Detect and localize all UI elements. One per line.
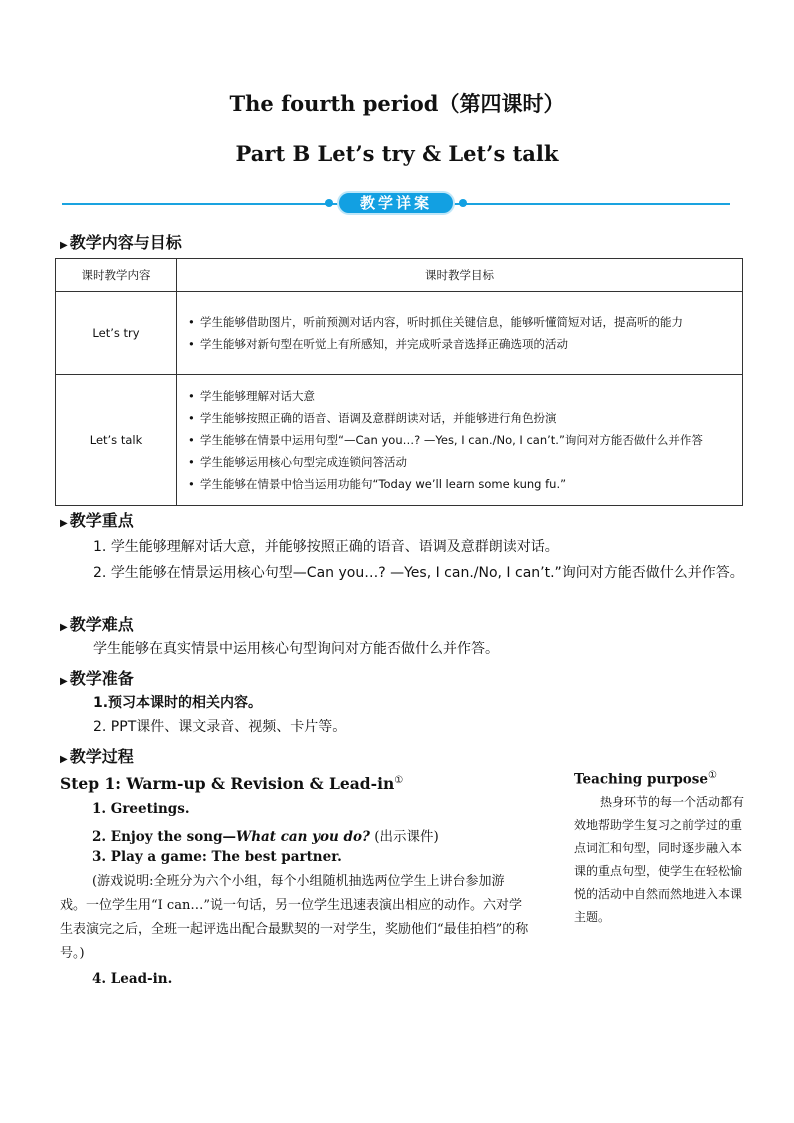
- banner-dot-icon: [459, 199, 467, 207]
- difficulties-heading: ▶ 教学难点: [60, 615, 134, 634]
- goal-item: • 学生能够在情景中恰当运用功能句“Today we’ll learn some kung fu.”: [188, 477, 567, 491]
- process-heading: ▶ 教学过程: [60, 747, 134, 766]
- table-cell-goals: [177, 375, 743, 506]
- step-title: Step 1: Warm-up & Revision & Lead-in①: [60, 774, 404, 793]
- step-item: 1. Greetings.: [92, 801, 190, 817]
- page-subtitle: Part B Let’s try & Let’s talk: [235, 141, 559, 166]
- game-note: (游戏说明:全班分为六个小组，每个小组随机抽选两位学生上讲台参加游戏。一位学生用“I can…”说一句话，另一位学生迅速表演出相应的动作。六对学生表演完之后，全班一起评选出配合最默契的一对学生，奖励他们“最佳拍档”的称号。): [60, 874, 529, 961]
- goal-item: • 学生能够对新句型在听觉上有所感知，并完成听录音选择正确选项的活动: [188, 337, 568, 351]
- goal-item: • 学生能够在情景中运用句型“—Can you…? —Yes, I can./No, I can’t.”询问对方能否做什么并作答: [188, 433, 703, 447]
- step-item: 3. Play a game: The best partner.: [92, 849, 342, 865]
- goal-item: • 学生能够按照正确的语音、语调及意群朗读对话，并能够进行角色扮演: [188, 411, 557, 425]
- goal-item: • 学生能够借助图片，听前预测对话内容，听时抓住关键信息，能够听懂简短对话，提高听的能力: [188, 315, 683, 329]
- key-point-item: 2. 学生能够在情景运用核心句型—Can you…? —Yes, I can./No, I can’t.”询问对方能否做什么并作答。: [93, 565, 744, 581]
- table-row: [56, 375, 743, 506]
- goal-item: • 学生能够运用核心句型完成连锁问答活动: [188, 455, 407, 469]
- triangle-bullet-icon: ▶: [60, 518, 68, 529]
- table-header-row: [56, 259, 743, 292]
- goals-table: [55, 258, 743, 506]
- sidebar-text: 热身环节的每一个活动都有效地帮助学生复习之前学过的重点词汇和句型，同时逐步融入本课的重点句型，使学生在轻松愉悦的活动中自然而然地进入本课主题。: [574, 795, 745, 924]
- step-item: 2. Enjoy the song—What can you do? (出示课件): [92, 829, 439, 845]
- triangle-bullet-icon: ▶: [60, 676, 68, 687]
- page-title: The fourth period（第四课时）: [229, 91, 565, 116]
- column-header: 课时教学内容: [56, 259, 177, 292]
- preparation-heading: ▶ 教学准备: [60, 669, 134, 688]
- table-cell-goals: [177, 292, 743, 375]
- preparation-item: 1.预习本课时的相关内容。: [93, 695, 263, 711]
- preparation-item: 2. PPT课件、课文录音、视频、卡片等。: [93, 719, 347, 735]
- difficulties-text: 学生能够在真实情景中运用核心句型询问对方能否做什么并作答。: [93, 641, 499, 657]
- footnote-mark: ①: [707, 770, 717, 781]
- table-row: [56, 292, 743, 375]
- table-cell-content: Let’s talk: [56, 375, 177, 506]
- triangle-bullet-icon: ▶: [60, 754, 68, 765]
- triangle-bullet-icon: ▶: [60, 622, 68, 633]
- section-banner: [325, 189, 467, 217]
- goals-heading: ▶ 教学内容与目标: [60, 233, 182, 252]
- key-points-heading: ▶ 教学重点: [60, 511, 134, 530]
- banner-label: 教学详案: [359, 194, 432, 212]
- triangle-bullet-icon: ▶: [60, 240, 68, 251]
- footnote-mark: ①: [394, 774, 404, 786]
- goal-item: • 学生能够理解对话大意: [188, 389, 315, 403]
- table-cell-content: Let’s try: [56, 292, 177, 375]
- sidebar-title: Teaching purpose①: [574, 770, 717, 788]
- step-item: 4. Lead-in.: [92, 971, 173, 987]
- key-point-item: 1. 学生能够理解对话大意，并能够按照正确的语音、语调及意群朗读对话。: [93, 539, 559, 555]
- column-header: 课时教学目标: [177, 259, 743, 292]
- banner-dot-icon: [325, 199, 333, 207]
